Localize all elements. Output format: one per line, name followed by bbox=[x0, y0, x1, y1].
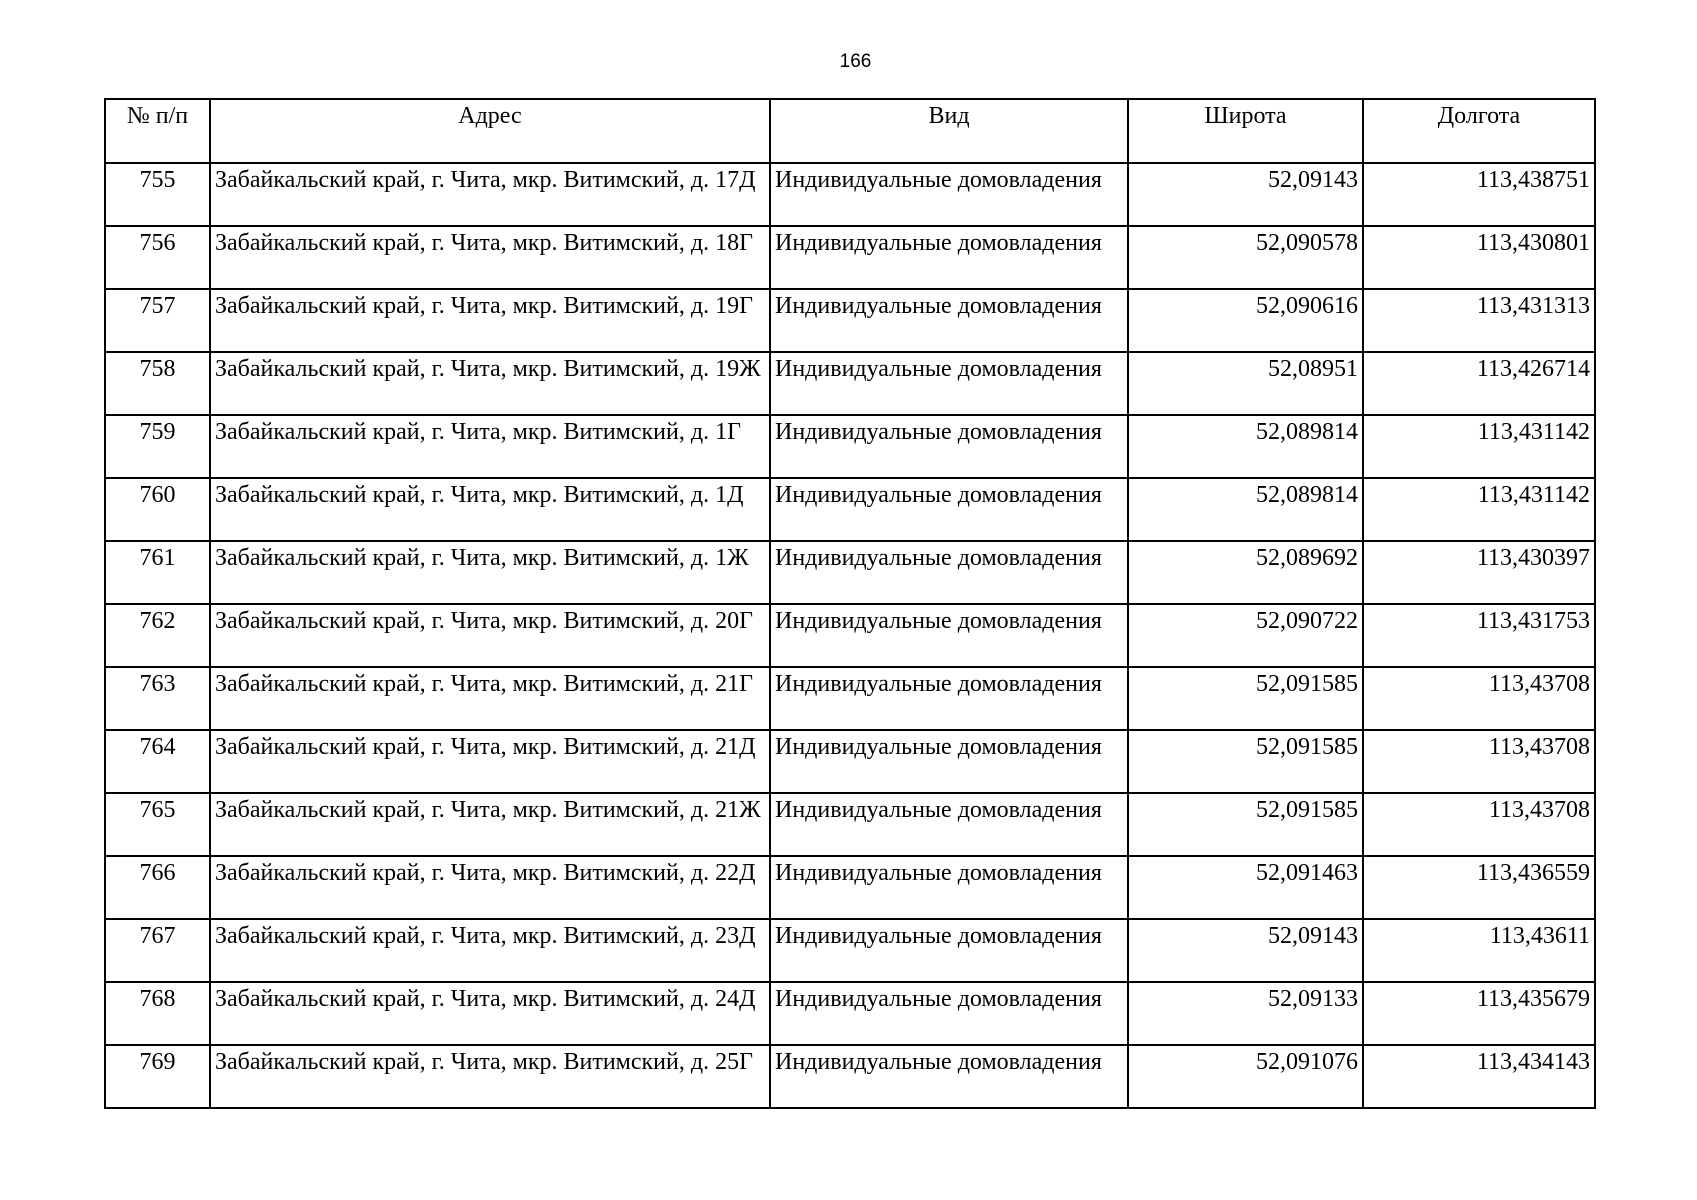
cell-num: 757 bbox=[105, 289, 210, 352]
cell-address: Забайкальский край, г. Чита, мкр. Витимский, д. 20Г bbox=[210, 604, 770, 667]
cell-num: 765 bbox=[105, 793, 210, 856]
cell-latitude: 52,09133 bbox=[1128, 982, 1363, 1045]
cell-latitude: 52,089814 bbox=[1128, 415, 1363, 478]
cell-address: Забайкальский край, г. Чита, мкр. Витимский, д. 23Д bbox=[210, 919, 770, 982]
cell-longitude: 113,430397 bbox=[1363, 541, 1595, 604]
table-row bbox=[105, 1045, 1595, 1108]
header-longitude: Долгота bbox=[1363, 99, 1595, 163]
cell-latitude: 52,091463 bbox=[1128, 856, 1363, 919]
cell-address: Забайкальский край, г. Чита, мкр. Витимский, д. 21Д bbox=[210, 730, 770, 793]
cell-num: 764 bbox=[105, 730, 210, 793]
cell-address: Забайкальский край, г. Чита, мкр. Витимский, д. 19Г bbox=[210, 289, 770, 352]
cell-num: 762 bbox=[105, 604, 210, 667]
cell-longitude: 113,43708 bbox=[1363, 667, 1595, 730]
cell-num: 767 bbox=[105, 919, 210, 982]
cell-latitude: 52,091585 bbox=[1128, 793, 1363, 856]
cell-longitude: 113,436559 bbox=[1363, 856, 1595, 919]
cell-latitude: 52,091076 bbox=[1128, 1045, 1363, 1108]
cell-type: Индивидуальные домовладения bbox=[770, 226, 1128, 289]
header-address: Адрес bbox=[210, 99, 770, 163]
cell-longitude: 113,43708 bbox=[1363, 730, 1595, 793]
cell-longitude: 113,434143 bbox=[1363, 1045, 1595, 1108]
cell-latitude: 52,08951 bbox=[1128, 352, 1363, 415]
table-row bbox=[105, 289, 1595, 352]
table-row bbox=[105, 163, 1595, 226]
cell-type: Индивидуальные домовладения bbox=[770, 793, 1128, 856]
cell-address: Забайкальский край, г. Чита, мкр. Витимский, д. 21Г bbox=[210, 667, 770, 730]
cell-address: Забайкальский край, г. Чита, мкр. Витимский, д. 18Г bbox=[210, 226, 770, 289]
cell-latitude: 52,089692 bbox=[1128, 541, 1363, 604]
table-header bbox=[105, 99, 1595, 163]
cell-latitude: 52,090722 bbox=[1128, 604, 1363, 667]
header-latitude: Широта bbox=[1128, 99, 1363, 163]
cell-address: Забайкальский край, г. Чита, мкр. Витимский, д. 25Г bbox=[210, 1045, 770, 1108]
cell-num: 766 bbox=[105, 856, 210, 919]
cell-longitude: 113,431753 bbox=[1363, 604, 1595, 667]
cell-type: Индивидуальные домовладения bbox=[770, 478, 1128, 541]
cell-address: Забайкальский край, г. Чита, мкр. Витимский, д. 1Д bbox=[210, 478, 770, 541]
cell-type: Индивидуальные домовладения bbox=[770, 352, 1128, 415]
cell-num: 755 bbox=[105, 163, 210, 226]
table-row bbox=[105, 982, 1595, 1045]
cell-longitude: 113,435679 bbox=[1363, 982, 1595, 1045]
table-body bbox=[105, 163, 1595, 1108]
cell-type: Индивидуальные домовладения bbox=[770, 604, 1128, 667]
cell-type: Индивидуальные домовладения bbox=[770, 982, 1128, 1045]
cell-num: 759 bbox=[105, 415, 210, 478]
cell-address: Забайкальский край, г. Чита, мкр. Витимский, д. 22Д bbox=[210, 856, 770, 919]
cell-address: Забайкальский край, г. Чита, мкр. Витимский, д. 19Ж bbox=[210, 352, 770, 415]
header-row bbox=[105, 99, 1595, 163]
cell-num: 761 bbox=[105, 541, 210, 604]
cell-longitude: 113,43708 bbox=[1363, 793, 1595, 856]
table-row bbox=[105, 478, 1595, 541]
cell-address: Забайкальский край, г. Чита, мкр. Витимский, д. 1Г bbox=[210, 415, 770, 478]
cell-type: Индивидуальные домовладения bbox=[770, 289, 1128, 352]
cell-type: Индивидуальные домовладения bbox=[770, 667, 1128, 730]
cell-type: Индивидуальные домовладения bbox=[770, 415, 1128, 478]
table-row bbox=[105, 604, 1595, 667]
table-row bbox=[105, 856, 1595, 919]
cell-longitude: 113,43611 bbox=[1363, 919, 1595, 982]
cell-type: Индивидуальные домовладения bbox=[770, 856, 1128, 919]
cell-num: 758 bbox=[105, 352, 210, 415]
cell-latitude: 52,091585 bbox=[1128, 667, 1363, 730]
header-num: № п/п bbox=[105, 99, 210, 163]
table-row bbox=[105, 352, 1595, 415]
cell-num: 760 bbox=[105, 478, 210, 541]
table-row bbox=[105, 226, 1595, 289]
cell-num: 769 bbox=[105, 1045, 210, 1108]
table-row bbox=[105, 793, 1595, 856]
cell-type: Индивидуальные домовладения bbox=[770, 730, 1128, 793]
cell-type: Индивидуальные домовладения bbox=[770, 1045, 1128, 1108]
cell-latitude: 52,090616 bbox=[1128, 289, 1363, 352]
cell-address: Забайкальский край, г. Чита, мкр. Витимский, д. 1Ж bbox=[210, 541, 770, 604]
cell-type: Индивидуальные домовладения bbox=[770, 541, 1128, 604]
cell-latitude: 52,09143 bbox=[1128, 163, 1363, 226]
cell-address: Забайкальский край, г. Чита, мкр. Витимский, д. 21Ж bbox=[210, 793, 770, 856]
cell-latitude: 52,090578 bbox=[1128, 226, 1363, 289]
cell-longitude: 113,431142 bbox=[1363, 415, 1595, 478]
cell-latitude: 52,09143 bbox=[1128, 919, 1363, 982]
address-table bbox=[104, 98, 1596, 1109]
cell-latitude: 52,089814 bbox=[1128, 478, 1363, 541]
cell-longitude: 113,438751 bbox=[1363, 163, 1595, 226]
cell-num: 763 bbox=[105, 667, 210, 730]
cell-type: Индивидуальные домовладения bbox=[770, 163, 1128, 226]
cell-address: Забайкальский край, г. Чита, мкр. Витимский, д. 24Д bbox=[210, 982, 770, 1045]
cell-num: 768 bbox=[105, 982, 210, 1045]
cell-longitude: 113,431142 bbox=[1363, 478, 1595, 541]
cell-address: Забайкальский край, г. Чита, мкр. Витимский, д. 17Д bbox=[210, 163, 770, 226]
table-row bbox=[105, 730, 1595, 793]
table-row bbox=[105, 919, 1595, 982]
cell-longitude: 113,431313 bbox=[1363, 289, 1595, 352]
table-row bbox=[105, 667, 1595, 730]
cell-num: 756 bbox=[105, 226, 210, 289]
cell-longitude: 113,426714 bbox=[1363, 352, 1595, 415]
table-row bbox=[105, 415, 1595, 478]
cell-latitude: 52,091585 bbox=[1128, 730, 1363, 793]
page-number: 166 bbox=[839, 51, 872, 72]
cell-type: Индивидуальные домовладения bbox=[770, 919, 1128, 982]
table-row bbox=[105, 541, 1595, 604]
header-type: Вид bbox=[770, 99, 1128, 163]
cell-longitude: 113,430801 bbox=[1363, 226, 1595, 289]
